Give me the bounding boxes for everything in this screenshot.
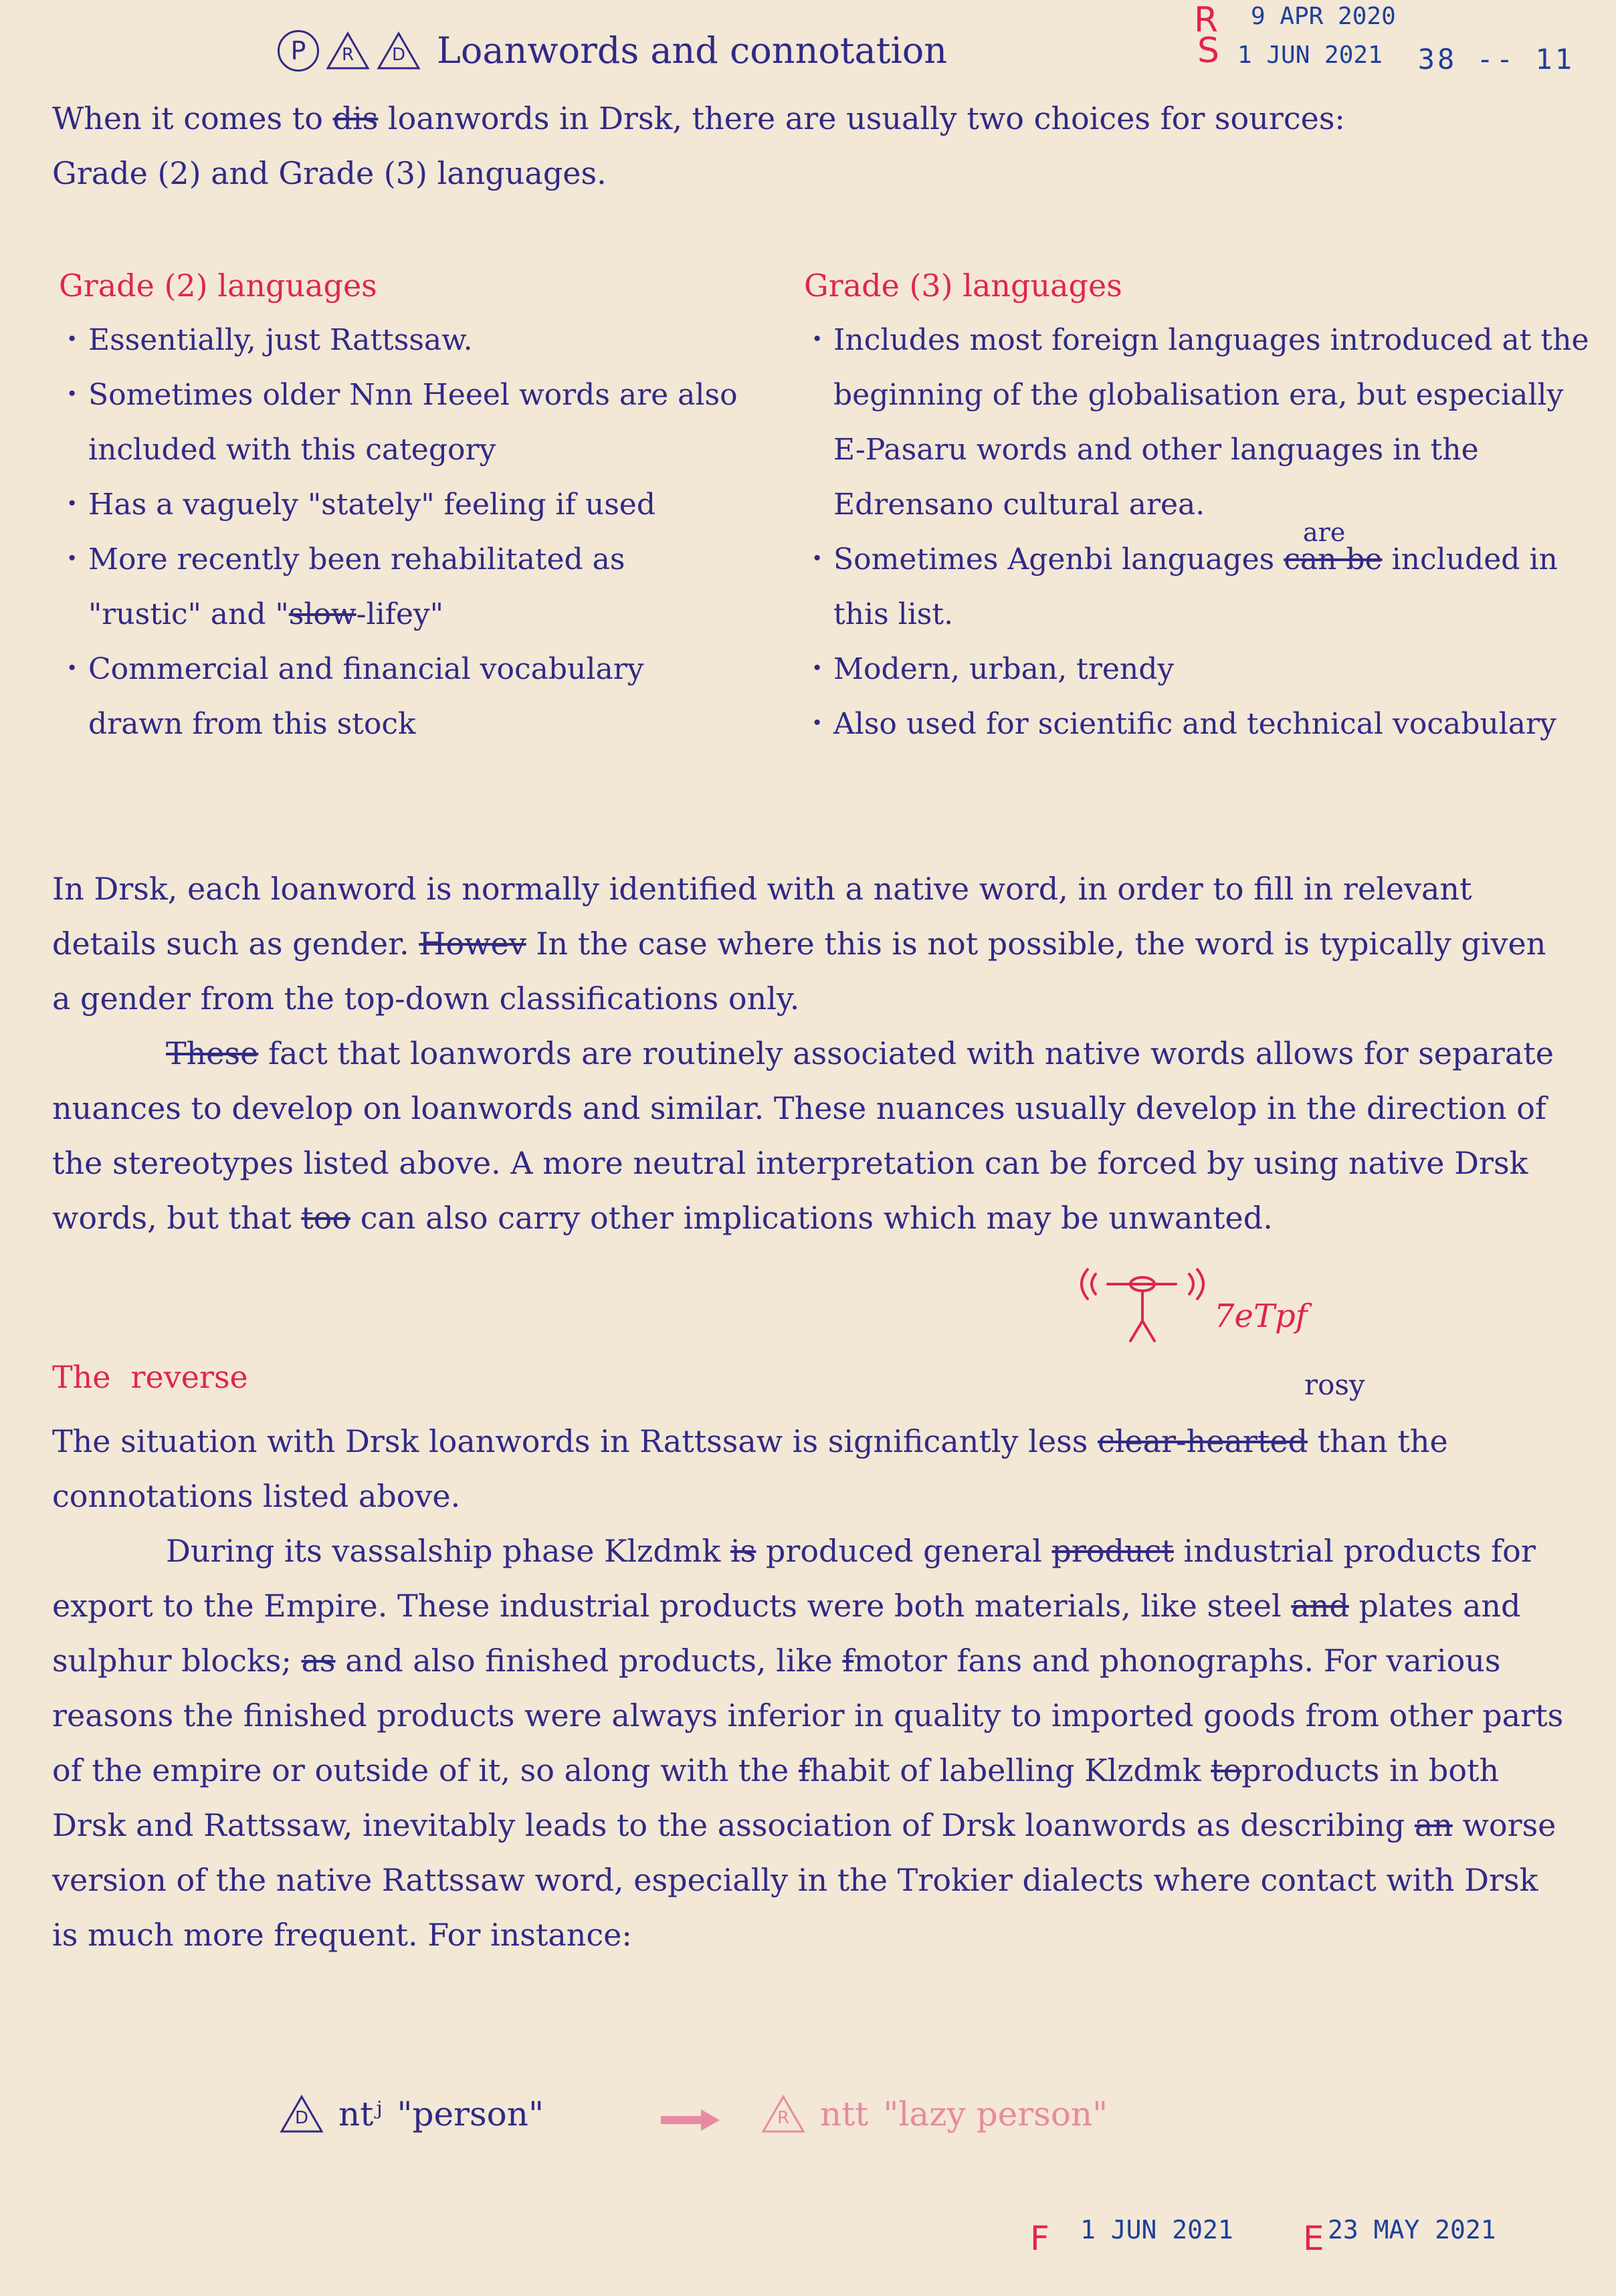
reverse-heading-word: The [52, 1359, 111, 1395]
struck-word: product [1051, 1533, 1174, 1569]
example-right [761, 2095, 1108, 2133]
stamp-letter-r: R [1194, 0, 1219, 40]
intro-text: Grade (2) and Grade (3) languages. [52, 155, 607, 191]
body-text: In Drsk, each loanword is normally identified with a native word, in order to fill in relevant details such as gender. [52, 871, 1472, 962]
grade2-column [59, 258, 741, 752]
badge-d-triangle [280, 2095, 324, 2133]
list-item: · Has a vaguely "stately" feeling if used [59, 478, 741, 532]
example-left [280, 2095, 544, 2133]
list-item: · Commercial and financial vocabulary drawn from this stock [59, 642, 741, 752]
badge-r-triangle [326, 31, 370, 70]
badge-d-triangle [377, 31, 421, 70]
grade3-heading: Grade (3) languages [804, 268, 1122, 304]
list-item: · More recently been rehabilitated as "rustic" and "slow-lifey" [59, 532, 741, 642]
example-gloss: "person" [397, 2095, 544, 2133]
page-number: 38 -- 11 [1417, 43, 1575, 76]
body-text: During its vassalship phase Klzdmk [166, 1533, 721, 1569]
struck-word: can be [1284, 542, 1383, 577]
list-item-text: Sometimes Agenbi languages [833, 542, 1275, 577]
example-word: ntʲ [338, 2095, 383, 2133]
list-item: · Modern, urban, trendy [804, 642, 1600, 697]
body-text: fact that loanwords are routinely associated with native words allows for separate nuances to develop on loanwords and similar. These nuances usually develop in the direction of the stereotypes listed above. A more neutral interpretation can be forced by using native Drsk words, but that [52, 1035, 1554, 1236]
footer-stamp-letter: F [1030, 2219, 1049, 2258]
struck-word: These [166, 1035, 259, 1071]
struck-word: dis [332, 100, 379, 136]
list-item-text: More recently been rehabilitated as "rustic" and [88, 542, 625, 631]
example-word: ntt [820, 2095, 869, 2133]
body-paragraph-2 [52, 1026, 1571, 1245]
grade3-list [804, 313, 1600, 752]
body-text: than the connotations listed above. [52, 1423, 1448, 1514]
inserted-word-are: are [1303, 518, 1346, 547]
body-text: The situation with Drsk loanwords in Rattssaw is significantly less [52, 1423, 1088, 1459]
footer-stamp-date: 1 JUN 2021 [1080, 2215, 1233, 2245]
body-text: In the case where this is not possible, the word is typically given a gender from the top-down classifications only. [52, 926, 1546, 1017]
waving-figure-icon [1076, 1257, 1209, 1344]
body-text: can also carry other implications which may be unwanted. [360, 1200, 1273, 1236]
reverse-paragraph-2 [52, 1524, 1571, 1962]
intro-text: When it comes to [52, 100, 323, 136]
badge-letter: D [294, 2108, 309, 2128]
inserted-word-rosy: rosy [1304, 1368, 1365, 1401]
list-item-text: -lifey" [356, 597, 444, 631]
struck-word: f [842, 1643, 854, 1679]
footer-stamp-date: 23 MAY 2021 [1328, 2215, 1496, 2245]
body-text: produced general [765, 1533, 1042, 1569]
struck-word: and [1291, 1588, 1349, 1624]
reverse-paragraph-1 [52, 1414, 1571, 1524]
reverse-heading [52, 1359, 248, 1395]
body-text: products in both Drsk and Rattssaw, inevitably leads to the association of Drsk loanwords as describing [52, 1752, 1500, 1843]
title-row [278, 29, 947, 72]
struck-word: as [301, 1643, 336, 1679]
list-item [804, 532, 1600, 642]
body-text: motor fans and phonographs. For various reasons the finished products were always inferior in quality to imported goods from other parts of the empire or outside of it, so along with the [52, 1643, 1564, 1788]
list-item: · Also used for scientific and technical vocabulary [804, 697, 1600, 752]
body-text: industrial products for export to the Empire. These industrial products were both materials, like steel [52, 1533, 1536, 1624]
example-row [280, 2095, 1283, 2162]
example-gloss: "lazy person" [883, 2095, 1108, 2133]
list-item-text: included in this list. [833, 542, 1558, 631]
badge-r-letter: R [341, 44, 355, 65]
badge-p: P [278, 30, 319, 72]
grade2-heading: Grade (2) languages [59, 268, 377, 304]
reverse-heading-word: reverse [130, 1359, 248, 1395]
struck-word: an [1414, 1807, 1453, 1843]
badge-r-triangle [761, 2095, 805, 2133]
page-title: Loanwords and connotation [437, 29, 948, 72]
struck-word: f [798, 1752, 810, 1788]
stamp-date-2: 1 JUN 2021 [1237, 41, 1383, 69]
mascot-label: 7eTpf [1214, 1297, 1308, 1335]
intro-text: loanwords in Drsk, there are usually two choices for sources: [387, 100, 1345, 136]
footer-stamp-letter: E [1303, 2219, 1324, 2258]
stamp-date-1: 9 APR 2020 [1251, 3, 1396, 30]
badge-letter: R [777, 2108, 790, 2128]
badge-d-letter: D [391, 44, 406, 65]
struck-word: too [301, 1200, 351, 1236]
body-text: and also finished products, like [345, 1643, 833, 1679]
list-item: · Includes most foreign languages introduced at the beginning of the globalisation era, but especially E-Pasaru words and other languages in the Edrensano cultural area. [804, 313, 1600, 532]
struck-word: is [730, 1533, 756, 1569]
body-text: plates and sulphur blocks; [52, 1588, 1521, 1679]
body-text: habit of labelling Klzdmk [809, 1752, 1201, 1788]
struck-word: to [1211, 1752, 1242, 1788]
intro-paragraph [52, 91, 1571, 201]
stamp-letter-s: S [1197, 31, 1220, 71]
struck-word: Howev [419, 926, 526, 962]
list-item: · Essentially, just Rattssaw. [59, 313, 741, 368]
grade3-column [804, 258, 1600, 752]
body-text: worse version of the native Rattssaw word, especially in the Trokier dialects where contact with Drsk is much more frequent. For instance: [52, 1807, 1556, 1953]
list-item: · Sometimes older Nnn Heeel words are also included with this category [59, 368, 741, 478]
arrow-right-icon [661, 2107, 721, 2133]
struck-word: slow [288, 597, 357, 631]
grade2-list [59, 313, 741, 752]
body-paragraph-1 [52, 861, 1571, 1026]
struck-word: clear-hearted [1097, 1423, 1308, 1459]
